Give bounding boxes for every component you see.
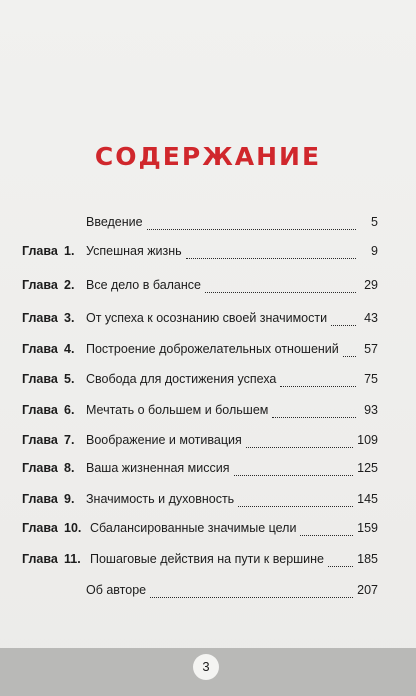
chapter-number: 8. [64,461,75,475]
toc-entry-name: Пошаговые действия на пути к вершине [90,552,325,566]
toc-entry-name: Построение доброжелательных отношений [86,342,339,356]
toc-entry [22,311,378,331]
dot-leader [280,385,356,387]
toc-entry-name: Успешная жизнь [86,244,182,258]
dot-leader [272,416,356,418]
dot-leader [246,446,353,448]
toc-entry-page: 185 [357,552,378,566]
toc-entry-page: 57 [364,342,378,356]
toc-entry-name: Все дело в балансе [86,278,201,292]
chapter-label: Глава [22,492,58,506]
toc-entry [22,278,378,298]
toc-entry-page: 93 [364,403,378,417]
toc-entry-page: 159 [357,521,378,535]
chapter-number: 6. [64,403,75,417]
page-number: 3 [193,654,219,680]
toc-entry-name: От успеха к осознанию своей значимости [86,311,328,325]
chapter-label: Глава [22,461,58,475]
chapter-label: Глава [22,244,58,258]
toc-entry [22,552,378,572]
toc-entry-page: 43 [364,311,378,325]
toc-entry [22,461,378,481]
dot-leader [328,565,353,567]
toc-entry-page: 5 [371,215,378,229]
toc-entry-name: Об авторе [86,583,147,597]
dot-leader [331,324,356,326]
toc-entry [22,433,378,453]
chapter-number: 10. [64,521,82,535]
chapter-number: 7. [64,433,75,447]
toc-entry [22,521,378,541]
toc-entry-name: Значимость и духовность [86,492,235,506]
toc-entry [22,372,378,392]
dot-leader [234,474,354,476]
toc-entry-page: 29 [364,278,378,292]
chapter-label: Глава [22,403,58,417]
dot-leader [343,355,356,357]
dot-leader [147,228,356,230]
dot-leader [150,596,353,598]
toc-entry-page: 75 [364,372,378,386]
chapter-label: Глава [22,372,58,386]
toc-entry-name: Введение [86,215,143,229]
dot-leader [186,257,356,259]
chapter-number: 2. [64,278,75,292]
toc-entry-page: 109 [357,433,378,447]
chapter-label: Глава [22,521,58,535]
chapter-number: 11. [64,552,81,566]
toc-entry-name: Свобода для достижения успеха [86,372,277,386]
chapter-number: 5. [64,372,75,386]
chapter-label: Глава [22,278,58,292]
toc-entry-about-author [22,583,378,603]
toc-entry [22,492,378,512]
dot-leader [238,505,353,507]
chapter-label: Глава [22,433,58,447]
chapter-number: 3. [64,311,75,325]
toc-entry-name: Сбалансированные значимые цели [90,521,297,535]
toc-entry [22,403,378,423]
toc-entry-page: 9 [371,244,378,258]
toc-entry-page: 145 [357,492,378,506]
toc-entry-page: 207 [357,583,378,597]
toc-entry-name: Ваша жизненная миссия [86,461,230,475]
toc-entry-name: Воображение и мотивация [86,433,242,447]
toc-entry-intro [22,215,378,235]
toc-entry [22,342,378,362]
dot-leader [205,291,356,293]
toc-entry-page: 125 [357,461,378,475]
toc-entry [22,244,378,264]
dot-leader [300,534,353,536]
toc-entry-name: Мечтать о большем и большем [86,403,269,417]
chapter-label: Глава [22,552,58,566]
page-title: СОДЕРЖАНИЕ [94,142,322,171]
chapter-number: 1. [64,244,75,258]
chapter-label: Глава [22,311,58,325]
chapter-number: 9. [64,492,75,506]
chapter-label: Глава [22,342,58,356]
chapter-number: 4. [64,342,75,356]
